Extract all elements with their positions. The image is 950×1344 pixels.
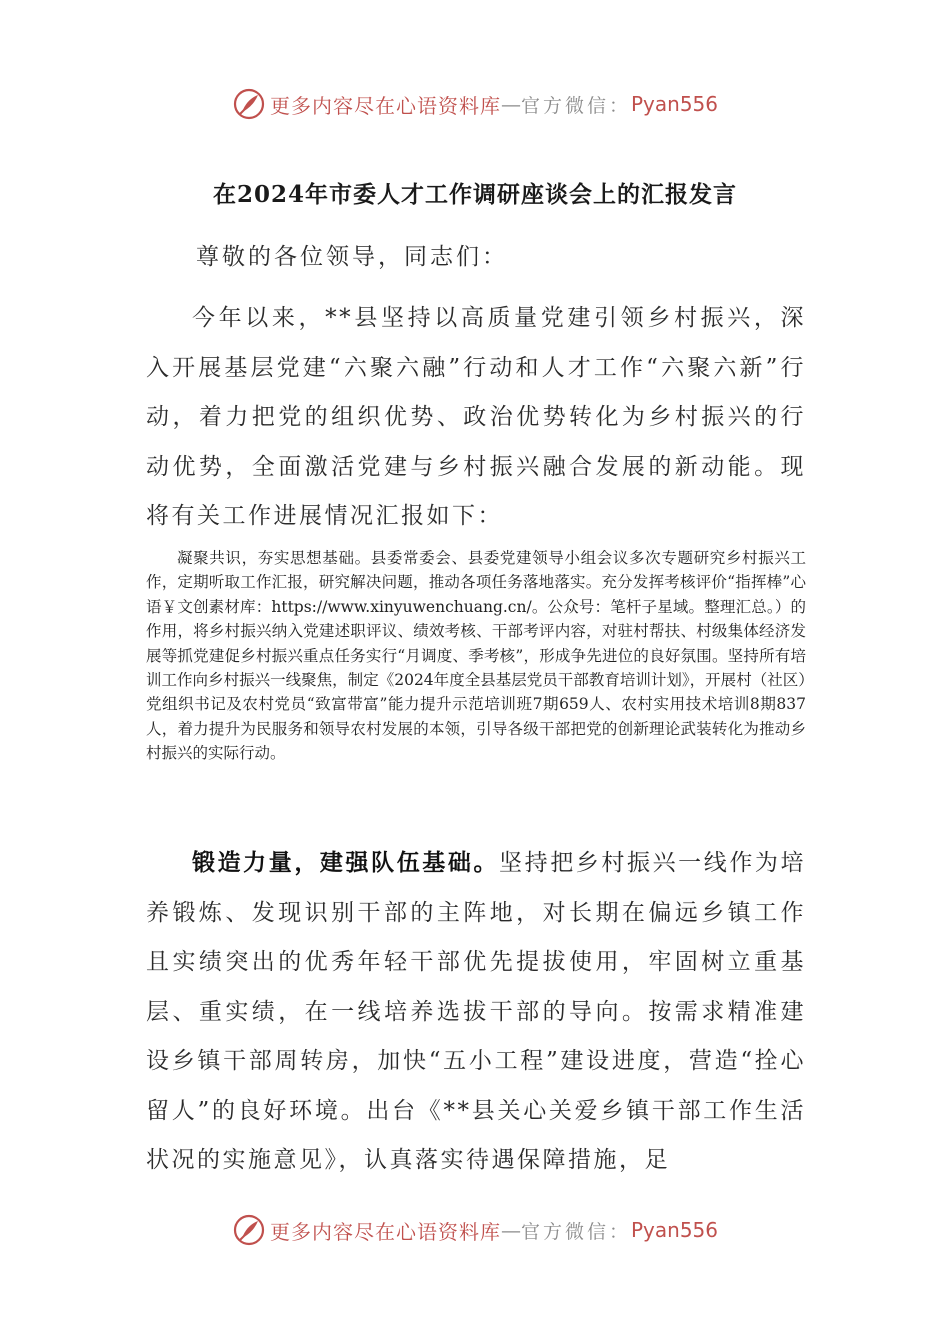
section-2-lead: 锻造力量，建强队伍基础。 xyxy=(192,849,500,876)
watermark-brand: 更多内容尽在心语资料库 xyxy=(269,1219,501,1244)
watermark-header xyxy=(0,84,950,124)
watermark-wechat-id: Pyan556 xyxy=(631,1218,719,1242)
watermark-footer xyxy=(0,1210,950,1250)
section-2-body: 坚持把乡村振兴一线作为培养锻炼、发现识别干部的主阵地，对长期在偏远乡镇工作且实绩突出的优秀年轻干部优先提拔使用，牢固树立重基层、重实绩，在一线培养选拔干部的导向。按需求精准建设乡镇干部周转房，加快“五小工程”建设进度，营造“拴心留人”的良好环境。出台《**县关心关爱乡镇干部工作生活状况的实施意见》，认真落实待遇保障措施，足 xyxy=(146,850,807,1173)
intro-paragraph: 今年以来，**县坚持以高质量党建引领乡村振兴，深入开展基层党建“六聚六融”行动和人才工作“六聚六新”行动，着力把党的组织优势、政治优势转化为乡村振兴的行动优势，全面激活党建与乡村振兴融合发展的新动能。现将有关工作进展情况汇报如下： xyxy=(146,305,806,529)
section-2-paragraph xyxy=(146,838,806,1186)
watermark-dash: — xyxy=(500,1218,521,1242)
watermark-label: 官方微信： xyxy=(520,1220,631,1243)
watermark-brand: 更多内容尽在心语资料库 xyxy=(269,93,501,118)
watermark-label: 官方微信： xyxy=(520,94,631,117)
salutation: 尊敬的各位领导，同志们： xyxy=(196,244,508,270)
section-1-paragraph: 凝聚共识，夯实思想基础。县委常委会、县委党建领导小组会议多次专题研究乡村振兴工作，定期听取工作汇报，研究解决问题，推动各项任务落地落实。充分发挥考核评价“指挥棒”心语￥文创素材库：https://www.xinyuwenchuang.cn/。公众号：笔杆子星域。整理汇总。）的作用，将乡村振兴纳入党建述职评议、绩效考核、干部考评内容，对驻村帮扶、村级集体经济发展等抓党建促乡村振兴重点任务实行“月调度、季考核”，形成争先进位的良好氛围。坚持所有培训工作向乡村振兴一线聚焦，制定《2024年度全县基层党员干部教育培训计划》，开展村（社区）党组织书记及农村党员“致富带富”能力提升示范培训班7期659人、农村实用技术培训8期837人，着力提升为民服务和领导农村发展的本领，引导各级干部把党的创新理论武装转化为推动乡村振兴的实际行动。 xyxy=(146,549,806,763)
quill-logo-icon xyxy=(232,87,266,121)
quill-logo-icon xyxy=(232,1213,266,1247)
document-title: 在2024年市委人才工作调研座谈会上的汇报发言 xyxy=(212,181,737,208)
watermark-wechat-id: Pyan556 xyxy=(631,92,719,116)
watermark-dash: — xyxy=(500,92,521,116)
